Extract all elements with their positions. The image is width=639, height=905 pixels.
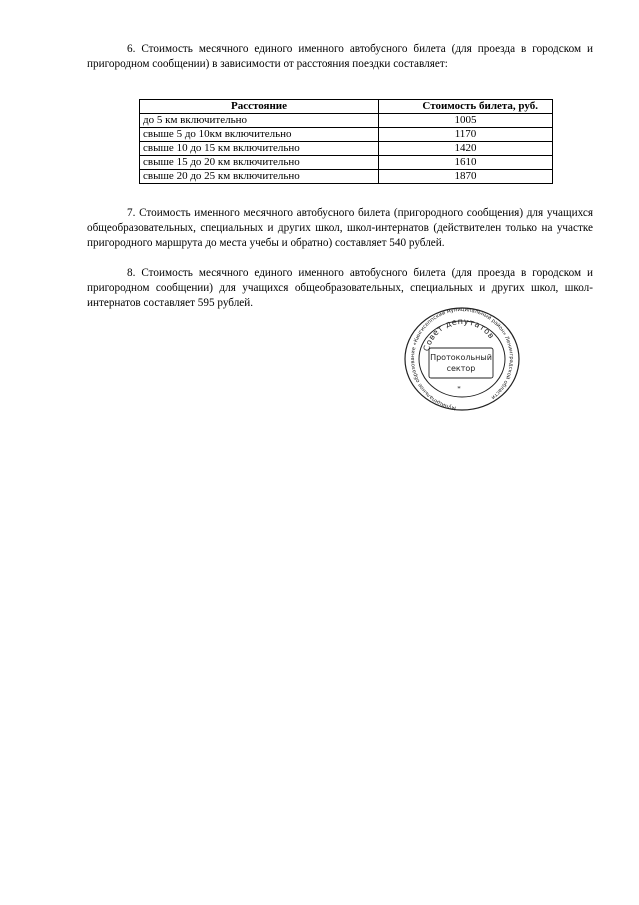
stamp-center-line-2: сектор <box>446 364 476 373</box>
distance-cell: до 5 км включительно <box>140 114 379 128</box>
ticket-price-table <box>139 99 553 184</box>
stamp-ring-text: Муниципальное образование «Кингисеппский муниципальный район» Ленинградской области <box>410 306 515 411</box>
price-cell: 1420 <box>379 142 553 156</box>
distance-cell: свыше 5 до 10км включительно <box>140 128 379 142</box>
stamp-center-line-1: Протокольный <box>430 353 492 362</box>
stamp-top-text: Совет депутатов <box>421 316 497 353</box>
official-stamp <box>393 303 531 413</box>
table-row <box>140 170 553 184</box>
table-row <box>140 114 553 128</box>
header-distance: Расстояние <box>140 100 379 114</box>
price-cell: 1870 <box>379 170 553 184</box>
paragraph-7: 7. Стоимость именного месячного автобусного билета (пригородного сообщения) для учащихся общеобразовательных, специальных и других школ, школ-интернатов (действителен только на участке пригородного маршрута до места учебы и обратно) составляет 540 рублей. <box>87 207 593 249</box>
paragraph-6: 6. Стоимость месячного единого именного автобусного билета (для проезда в городском и пригородном сообщении) в зависимости от расстояния поездки составляет: <box>87 43 593 70</box>
table-row <box>140 142 553 156</box>
table-header-row <box>140 100 553 114</box>
header-price: Стоимость билета, руб. <box>379 100 553 114</box>
distance-cell: свыше 15 до 20 км включительно <box>140 156 379 170</box>
stamp-star-icon: * <box>457 385 461 393</box>
price-cell: 1610 <box>379 156 553 170</box>
distance-cell: свыше 20 до 25 км включительно <box>140 170 379 184</box>
table-row <box>140 128 553 142</box>
distance-cell: свыше 10 до 15 км включительно <box>140 142 379 156</box>
price-cell: 1170 <box>379 128 553 142</box>
table-row <box>140 156 553 170</box>
paragraph-8: 8. Стоимость месячного единого именного автобусного билета (для проезда в городском и пригородном сообщении) для учащихся общеобразовательных, специальных и других школ, школ-интернатов составляет 595 рублей. <box>87 267 593 309</box>
price-cell: 1005 <box>379 114 553 128</box>
